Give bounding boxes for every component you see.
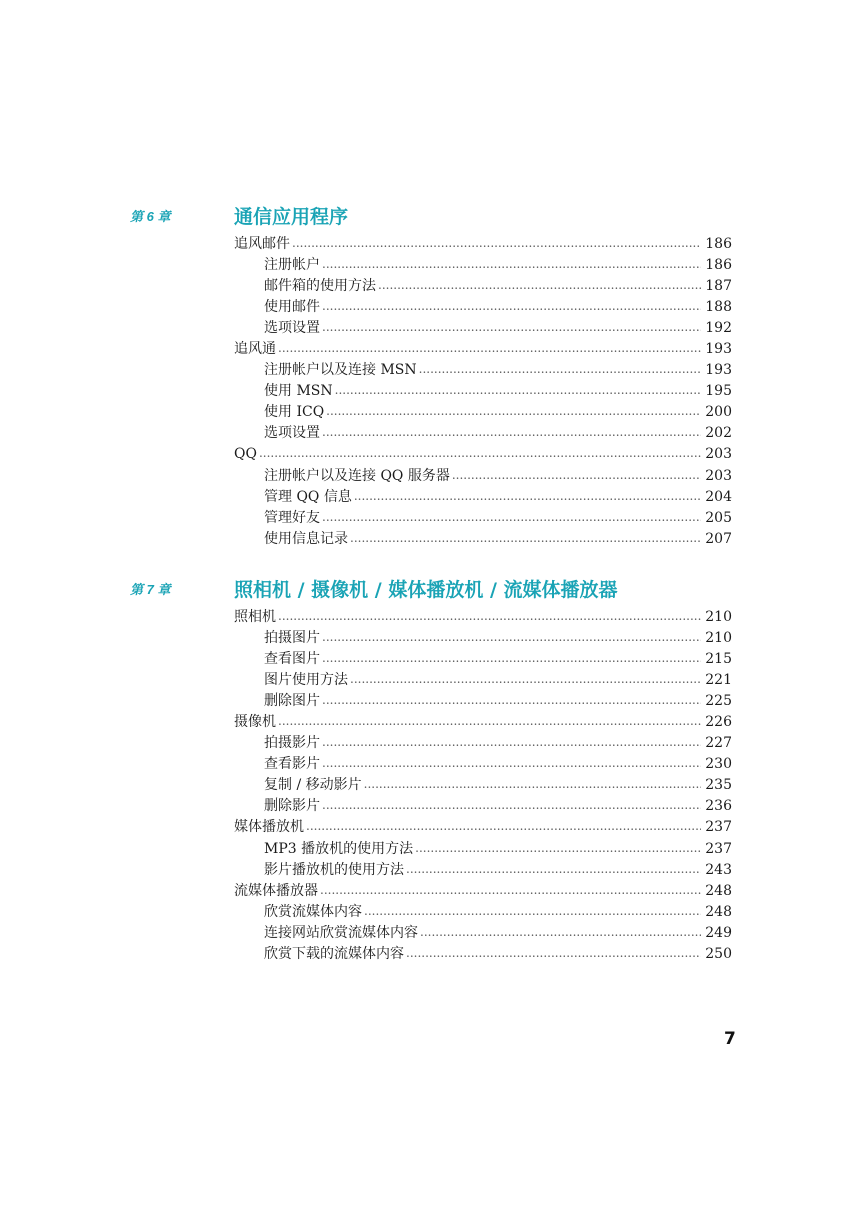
entry-page-number: 210 bbox=[705, 609, 732, 625]
entry-title: 追风邮件 bbox=[234, 236, 290, 252]
toc-subentry[interactable] bbox=[234, 529, 732, 550]
entry-page-number: 235 bbox=[705, 777, 732, 794]
toc-subentry[interactable] bbox=[234, 466, 732, 487]
dot-leader bbox=[322, 254, 701, 275]
entry-page-number: 204 bbox=[705, 488, 732, 505]
entry-title: 拍摄影片 bbox=[264, 735, 320, 752]
entry-title: 欣赏流媒体内容 bbox=[264, 903, 362, 920]
chapter-label: 第 7 章 bbox=[130, 582, 171, 597]
entry-page-number: 225 bbox=[705, 693, 732, 710]
dot-leader bbox=[292, 233, 701, 254]
toc-subentry[interactable] bbox=[234, 860, 732, 881]
dot-leader bbox=[364, 901, 701, 922]
dot-leader bbox=[322, 422, 701, 443]
chapter-label: 第 6 章 bbox=[130, 209, 171, 224]
entry-title: 图片使用方法 bbox=[264, 672, 348, 689]
dot-leader bbox=[350, 528, 701, 549]
toc-entry[interactable] bbox=[234, 817, 732, 838]
dot-leader bbox=[306, 816, 701, 837]
entry-page-number: 192 bbox=[705, 320, 732, 337]
entry-page-number: 236 bbox=[705, 798, 732, 815]
entry-page-number: 237 bbox=[705, 819, 732, 836]
entry-page-number: 200 bbox=[705, 404, 732, 421]
entry-title: 管理 QQ 信息 bbox=[264, 488, 352, 505]
entry-page-number: 187 bbox=[705, 278, 732, 295]
toc-subentry[interactable] bbox=[234, 649, 732, 670]
dot-leader bbox=[322, 690, 701, 711]
entry-title: 选项设置 bbox=[264, 425, 320, 442]
dot-leader bbox=[278, 711, 701, 732]
chapter-title: 通信应用程序 bbox=[234, 206, 349, 228]
toc-subentry[interactable] bbox=[234, 487, 732, 508]
entry-page-number: 203 bbox=[705, 446, 732, 463]
entry-page-number: 237 bbox=[705, 840, 732, 857]
toc-entry[interactable] bbox=[234, 607, 732, 628]
toc-subentry[interactable] bbox=[234, 902, 732, 923]
toc-entry[interactable] bbox=[234, 712, 732, 733]
entry-title: 追风通 bbox=[234, 341, 276, 358]
toc-subentry[interactable] bbox=[234, 276, 732, 297]
dot-leader bbox=[259, 443, 701, 464]
entry-page-number: 227 bbox=[705, 735, 732, 752]
entry-page-number: 193 bbox=[705, 341, 732, 358]
entry-page-number: 215 bbox=[705, 651, 732, 668]
entry-page-number: 250 bbox=[705, 945, 732, 962]
entry-title: 照相机 bbox=[234, 609, 276, 625]
dot-leader bbox=[415, 838, 701, 859]
toc-subentry[interactable] bbox=[234, 508, 732, 529]
toc-subentry[interactable] bbox=[234, 670, 732, 691]
dot-leader bbox=[322, 753, 701, 774]
dot-leader bbox=[322, 732, 701, 753]
toc-subentry[interactable] bbox=[234, 691, 732, 712]
entry-title: 删除图片 bbox=[264, 693, 320, 710]
entry-page-number: 195 bbox=[705, 383, 732, 400]
dot-leader bbox=[322, 296, 701, 317]
entry-title: 复制 / 移动影片 bbox=[264, 777, 362, 794]
dot-leader bbox=[364, 774, 702, 795]
entry-title: 拍摄图片 bbox=[264, 630, 320, 647]
dot-leader bbox=[322, 317, 701, 338]
entry-title: 选项设置 bbox=[264, 320, 320, 337]
entry-title: MP3 播放机的使用方法 bbox=[264, 840, 414, 857]
toc-subentry[interactable] bbox=[234, 839, 732, 860]
entry-page-number: 205 bbox=[705, 509, 732, 526]
entry-page-number: 221 bbox=[705, 672, 732, 689]
entry-title: 管理好友 bbox=[264, 509, 320, 526]
toc-subentry[interactable] bbox=[234, 381, 732, 402]
dot-leader bbox=[335, 380, 702, 401]
toc-subentry[interactable] bbox=[234, 923, 732, 944]
toc-entry[interactable] bbox=[234, 339, 732, 360]
entry-page-number: 186 bbox=[705, 257, 732, 274]
toc-subentry[interactable] bbox=[234, 733, 732, 754]
dot-leader bbox=[322, 795, 701, 816]
entry-page-number: 248 bbox=[705, 903, 732, 920]
dot-leader bbox=[354, 486, 701, 507]
entry-page-number: 210 bbox=[705, 630, 732, 647]
entry-title: 欣赏下载的流媒体内容 bbox=[264, 945, 404, 962]
entry-page-number: 226 bbox=[705, 714, 732, 731]
entry-page-number: 202 bbox=[705, 425, 732, 442]
entry-title: 注册帐户以及连接 QQ 服务器 bbox=[264, 467, 450, 484]
dot-leader bbox=[419, 359, 702, 380]
entry-title: 使用信息记录 bbox=[264, 530, 348, 547]
entry-page-number: 248 bbox=[705, 882, 732, 899]
toc-subentry[interactable] bbox=[234, 360, 732, 381]
toc-entry[interactable] bbox=[234, 881, 732, 902]
dot-leader bbox=[406, 943, 701, 964]
entry-title: 流媒体播放器 bbox=[234, 882, 318, 899]
toc-list bbox=[234, 607, 732, 965]
entry-title: 使用邮件 bbox=[264, 299, 320, 316]
dot-leader bbox=[350, 669, 701, 690]
dot-leader bbox=[322, 648, 701, 669]
toc-subentry[interactable] bbox=[234, 775, 732, 796]
entry-page-number: 207 bbox=[705, 530, 732, 547]
toc-subentry[interactable] bbox=[234, 318, 732, 339]
entry-page-number: 193 bbox=[705, 362, 732, 379]
toc-subentry[interactable] bbox=[234, 423, 732, 444]
entry-title: 注册帐户以及连接 MSN bbox=[264, 362, 417, 379]
entry-page-number: 188 bbox=[705, 299, 732, 316]
toc-list bbox=[234, 234, 732, 550]
dot-leader bbox=[320, 880, 701, 901]
toc-subentry[interactable] bbox=[234, 796, 732, 817]
entry-page-number: 203 bbox=[705, 467, 732, 484]
entry-page-number: 230 bbox=[705, 756, 732, 773]
dot-leader bbox=[322, 507, 701, 528]
entry-title: 邮件箱的使用方法 bbox=[264, 278, 376, 295]
dot-leader bbox=[452, 465, 701, 486]
dot-leader bbox=[378, 275, 701, 296]
entry-title: 连接网站欣赏流媒体内容 bbox=[264, 924, 418, 941]
entry-title: 影片播放机的使用方法 bbox=[264, 861, 404, 878]
dot-leader bbox=[278, 338, 701, 359]
page-number: 7 bbox=[724, 1029, 736, 1049]
entry-title: 媒体播放机 bbox=[234, 819, 304, 836]
toc-entry[interactable] bbox=[234, 444, 732, 465]
entry-title: 查看影片 bbox=[264, 756, 320, 773]
toc-entry[interactable] bbox=[234, 234, 732, 255]
toc-subentry[interactable] bbox=[234, 944, 732, 965]
entry-title: 删除影片 bbox=[264, 798, 320, 815]
dot-leader bbox=[326, 401, 701, 422]
toc-subentry[interactable] bbox=[234, 255, 732, 276]
entry-title: 查看图片 bbox=[264, 651, 320, 668]
toc-subentry[interactable] bbox=[234, 402, 732, 423]
entry-title: 摄像机 bbox=[234, 714, 276, 731]
toc-subentry[interactable] bbox=[234, 297, 732, 318]
entry-title: 注册帐户 bbox=[264, 257, 320, 274]
dot-leader bbox=[322, 627, 701, 648]
toc-subentry[interactable] bbox=[234, 754, 732, 775]
toc-subentry[interactable] bbox=[234, 628, 732, 649]
dot-leader bbox=[420, 922, 701, 943]
dot-leader bbox=[406, 859, 701, 880]
entry-title: 使用 MSN bbox=[264, 383, 333, 400]
dot-leader bbox=[278, 606, 701, 627]
entry-page-number: 249 bbox=[705, 924, 732, 941]
entry-title: 使用 ICQ bbox=[264, 404, 325, 421]
entry-page-number: 243 bbox=[705, 861, 732, 878]
entry-page-number: 186 bbox=[705, 236, 732, 252]
entry-title: QQ bbox=[234, 446, 257, 463]
chapter-title: 照相机 / 摄像机 / 媒体播放机 / 流媒体播放器 bbox=[234, 579, 618, 601]
